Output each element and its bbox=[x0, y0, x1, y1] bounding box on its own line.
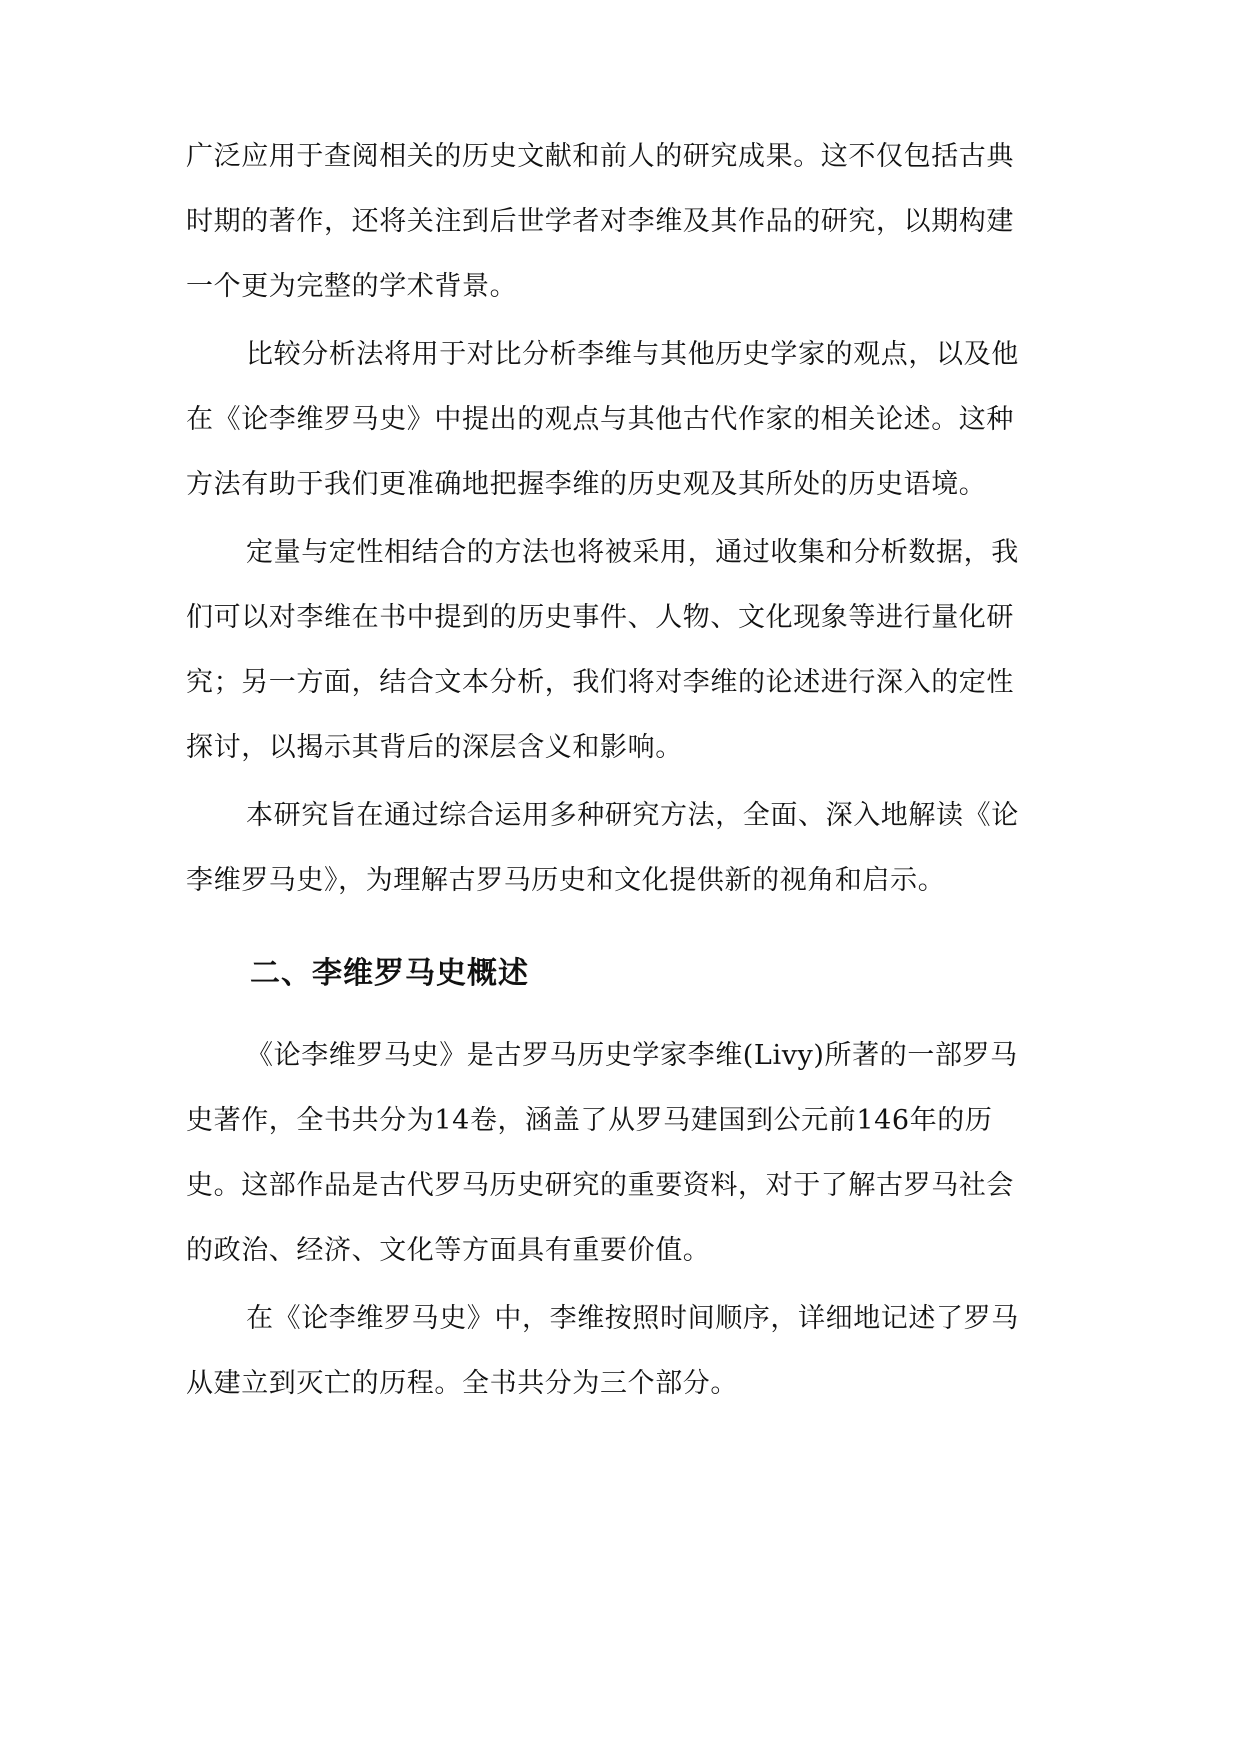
paragraph-line: 在《论李维罗马史》中，李维按照时间顺序，详细地记述了罗马 bbox=[246, 1303, 1019, 1334]
paragraph-line: 从建立到灭亡的历程。全书共分为三个部分。 bbox=[186, 1368, 738, 1399]
paragraph-line: 定量与定性相结合的方法也将被采用，通过收集和分析数据，我 bbox=[246, 537, 1019, 568]
paragraph-line: 史。这部作品是古代罗马历史研究的重要资料，对于了解古罗马社会 bbox=[186, 1170, 1014, 1201]
paragraph-line: 在《论李维罗马史》中提出的观点与其他古代作家的相关论述。这种 bbox=[186, 404, 1014, 435]
paragraph-line: 李维罗马史》，为理解古罗马历史和文化提供新的视角和启示。 bbox=[186, 865, 946, 896]
section-heading: 二、李维罗马史概述 bbox=[250, 956, 529, 991]
paragraph-line: 广泛应用于查阅相关的历史文献和前人的研究成果。这不仅包括古典 bbox=[186, 141, 1014, 172]
paragraph-line: 史著作，全书共分为14卷，涵盖了从罗马建国到公元前146年的历 bbox=[186, 1105, 993, 1136]
paragraph-line: 的政治、经济、文化等方面具有重要价值。 bbox=[186, 1235, 711, 1266]
paragraph-line: 方法有助于我们更准确地把握李维的历史观及其所处的历史语境。 bbox=[186, 469, 987, 500]
paragraph-line: 探讨，以揭示其背后的深层含义和影响。 bbox=[186, 732, 683, 763]
paragraph-line: 一个更为完整的学术背景。 bbox=[186, 271, 518, 302]
paragraph-line: 时期的著作，还将关注到后世学者对李维及其作品的研究，以期构建 bbox=[186, 206, 1014, 237]
paragraph-line: 比较分析法将用于对比分析李维与其他历史学家的观点，以及他 bbox=[246, 339, 1019, 370]
paragraph-line: 们可以对李维在书中提到的历史事件、人物、文化现象等进行量化研 bbox=[186, 602, 1014, 633]
paragraph-line: 《论李维罗马史》是古罗马历史学家李维(Livy)所著的一部罗马 bbox=[246, 1040, 1018, 1071]
paragraph-line: 究；另一方面，结合文本分析，我们将对李维的论述进行深入的定性 bbox=[186, 667, 1014, 698]
paragraph-line: 本研究旨在通过综合运用多种研究方法，全面、深入地解读《论 bbox=[246, 800, 1019, 831]
